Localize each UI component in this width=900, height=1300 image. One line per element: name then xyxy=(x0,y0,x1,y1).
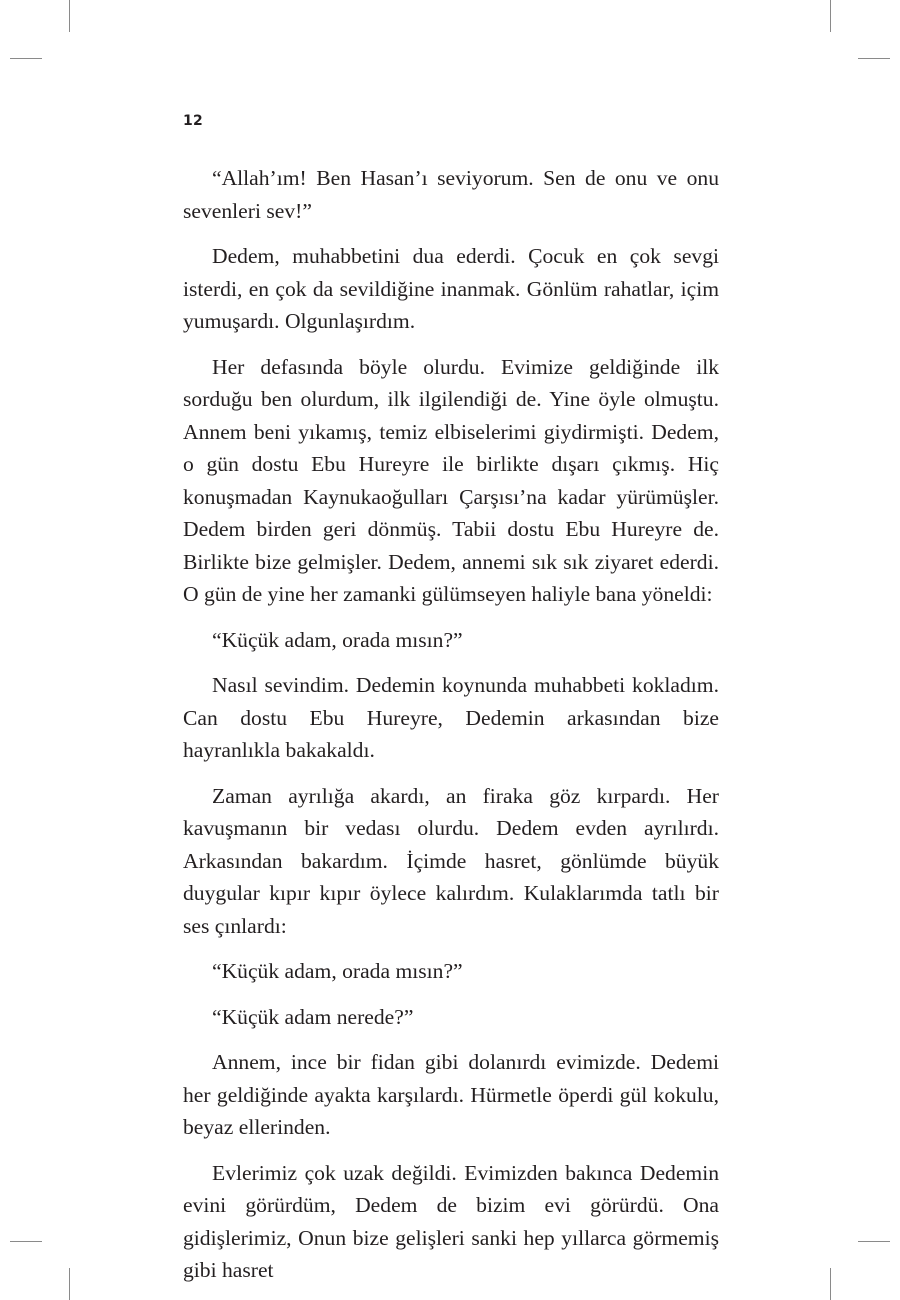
paragraph: Her defasında böyle olurdu. Evimize geldiğinde ilk sorduğu ben olurdum, ilk ilgilendiği de. Yine öyle olmuştu. Annem beni yıkamış, temiz elbiselerimi giydirmişti. Dedem, o gün dostu Ebu Hureyre ile birlikte dışarı çıkmış. Hiç konuşmadan Kaynukaoğulları Çarşısı’na kadar yürümüşler. Dedem birden geri dönmüş. Tabii dostu Ebu Hureyre de. Birlikte bize gelmişler. Dedem, annemi sık sık ziyaret ederdi. O gün de yine her zamanki gülümseyen haliyle bana yöneldi: xyxy=(183,354,719,606)
crop-mark-top-right-vertical xyxy=(830,0,831,32)
crop-mark-top-right-horizontal xyxy=(858,58,890,59)
crop-mark-top-left-vertical xyxy=(69,0,70,32)
paragraph: Annem, ince bir fidan gibi dolanırdı evimizde. Dedemi her geldiğinde ayakta karşılardı. Hürmetle öperdi gül kokulu, beyaz ellerinden. xyxy=(183,1050,719,1139)
paragraph: “Küçük adam, orada mısın?” xyxy=(212,959,463,983)
crop-mark-top-left-horizontal xyxy=(10,58,42,59)
paragraph: “Allah’ım! Ben Hasan’ı seviyorum. Sen de onu ve onu sevenleri sev!” xyxy=(183,166,719,223)
paragraph: Zaman ayrılığa akardı, an firaka göz kırpardı. Her kavuşmanın bir vedası olurdu. Dedem evden ayrılırdı. Arkasından bakardım. İçimde hasret, gönlümde büyük duygular kıpır kıpır öylece kalırdım. Kulaklarımda tatlı bir ses çınlardı: xyxy=(183,783,719,938)
crop-mark-bottom-left-vertical xyxy=(69,1268,70,1300)
crop-mark-bottom-left-horizontal xyxy=(10,1241,42,1242)
paragraph: Evlerimiz çok uzak değildi. Evimizden bakınca Dedemin evini görürdüm, Dedem de bizim evi görürdü. Ona gidişlerimiz, Onun bize gelişleri sanki hep yıllarca görmemiş gibi hasret xyxy=(183,1160,719,1282)
crop-mark-bottom-right-horizontal xyxy=(858,1241,890,1242)
page-number: 12 xyxy=(183,113,204,129)
paragraph: “Küçük adam, orada mısın?” xyxy=(212,627,463,652)
paragraph: Dedem, muhabbetini dua ederdi. Çocuk en çok sevgi isterdi, en çok da sevildiğine inanmak. Gönlüm rahatlar, içim yumuşardı. Olgunlaşırdım. xyxy=(183,244,719,333)
crop-mark-bottom-right-vertical xyxy=(830,1268,831,1300)
paragraph: Nasıl sevindim. Dedemin koynunda muhabbeti kokladım. Can dostu Ebu Hureyre, Dedemin arkasından bize hayranlıkla bakakaldı. xyxy=(183,673,719,762)
body-text xyxy=(183,162,719,1300)
paragraph: “Küçük adam nerede?” xyxy=(212,1004,414,1029)
